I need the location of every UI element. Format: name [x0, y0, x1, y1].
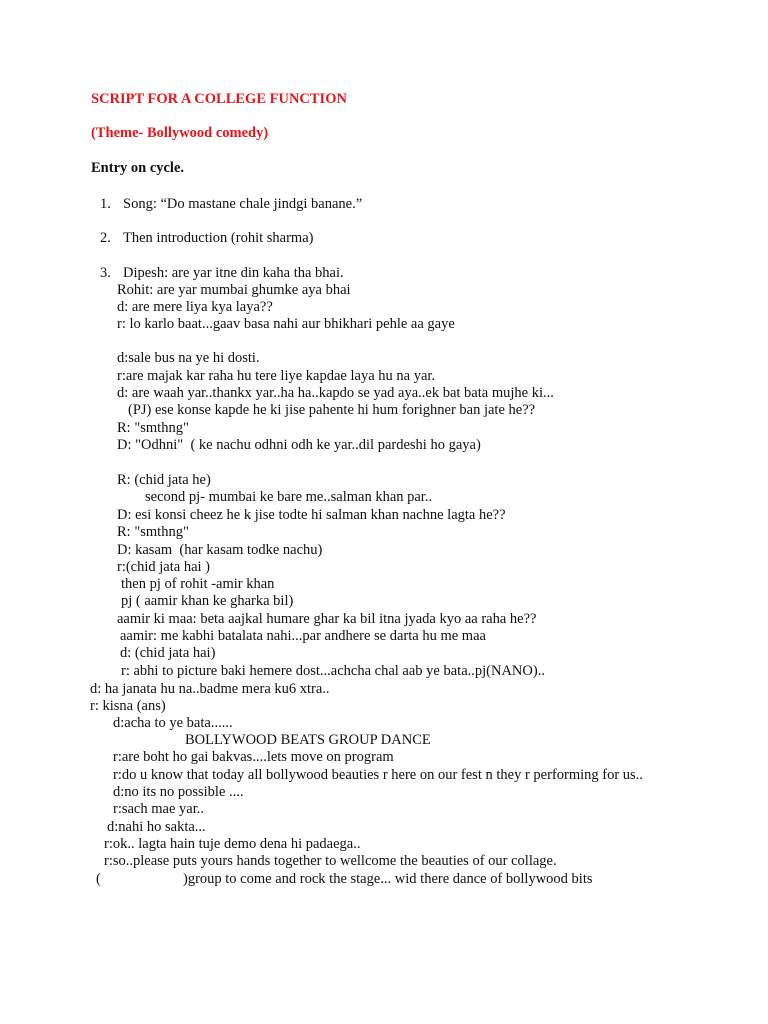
dialogue-line: d:no its no possible ....	[113, 784, 244, 800]
dialogue-line: D: kasam (har kasam todke nachu)	[117, 542, 323, 558]
dialogue-line: (PJ) ese konse kapde he ki jise pahente hi hum forighner ban jate he??	[128, 402, 536, 418]
list-item: Song: “Do mastane chale jindgi banane.”	[123, 196, 363, 212]
dialogue-line: d: ha janata hu na..badme mera ku6 xtra..	[90, 681, 330, 697]
list-number: 2.	[100, 230, 111, 246]
entry-heading: Entry on cycle.	[91, 160, 185, 176]
dialogue-line: r: abhi to picture baki hemere dost...achcha chal aab ye bata..pj(NANO)..	[121, 663, 545, 679]
dialogue-line: aamir: me kabhi batalata nahi...par andhere se darta hu me maa	[120, 628, 486, 644]
dialogue-line: r:ok.. lagta hain tuje demo dena hi padaega..	[104, 836, 361, 852]
dialogue-line: d:sale bus na ye hi dosti.	[117, 350, 260, 366]
dialogue-line: d:acha to ye bata......	[113, 715, 233, 731]
dialogue-line: r:are majak kar raha hu tere liye kapdae laya hu na yar.	[117, 368, 436, 384]
dialogue-line: r:do u know that today all bollywood beauties r here on our fest n they r performing for us..	[113, 767, 643, 783]
dialogue-line: d: (chid jata hai)	[120, 645, 216, 661]
list-number: 3.	[100, 265, 111, 281]
dialogue-line: d: are waah yar..thankx yar..ha ha..kapdo se yad aya..ek bat bata mujhe ki...	[117, 385, 554, 401]
dialogue-line: Rohit: are yar mumbai ghumke aya bhai	[117, 282, 351, 298]
dialogue-line: aamir ki maa: beta aajkal humare ghar ka bil itna jyada kyo aa raha he??	[117, 611, 537, 627]
dialogue-line: r:so..please puts yours hands together to wellcome the beauties of our collage.	[104, 853, 557, 869]
dialogue-line: D: esi konsi cheez he k jise todte hi salman khan nachne lagta he??	[117, 507, 506, 523]
dialogue-line: r:are boht ho gai bakvas....lets move on program	[113, 749, 394, 765]
dialogue-line: R: "smthng"	[117, 524, 189, 540]
document-title: SCRIPT FOR A COLLEGE FUNCTION	[91, 91, 347, 107]
dialogue-line: )group to come and rock the stage... wid there dance of bollywood bits	[183, 871, 593, 887]
dialogue-line: pj ( aamir khan ke gharka bil)	[121, 593, 294, 609]
dialogue-line: R: (chid jata he)	[117, 472, 211, 488]
dialogue-line: (	[96, 871, 101, 887]
dialogue-line: R: "smthng"	[117, 420, 189, 436]
dialogue-line: then pj of rohit -amir khan	[121, 576, 275, 592]
list-number: 1.	[100, 196, 111, 212]
theme-subtitle: (Theme- Bollywood comedy)	[91, 125, 269, 141]
dialogue-line: second pj- mumbai ke bare me..salman khan par..	[145, 489, 433, 505]
dialogue-line: r:(chid jata hai )	[117, 559, 210, 575]
dialogue-line: r: lo karlo baat...gaav basa nahi aur bhikhari pehle aa gaye	[117, 316, 455, 332]
list-item: Then introduction (rohit sharma)	[123, 230, 314, 246]
dialogue-line: r:sach mae yar..	[113, 801, 204, 817]
section-heading: BOLLYWOOD BEATS GROUP DANCE	[185, 732, 431, 748]
dialogue-line: d: are mere liya kya laya??	[117, 299, 273, 315]
dialogue-line: d:nahi ho sakta...	[107, 819, 206, 835]
dialogue-line: D: "Odhni" ( ke nachu odhni odh ke yar..dil pardeshi ho gaya)	[117, 437, 481, 453]
list-item: Dipesh: are yar itne din kaha tha bhai.	[123, 265, 344, 281]
dialogue-line: r: kisna (ans)	[90, 698, 166, 714]
